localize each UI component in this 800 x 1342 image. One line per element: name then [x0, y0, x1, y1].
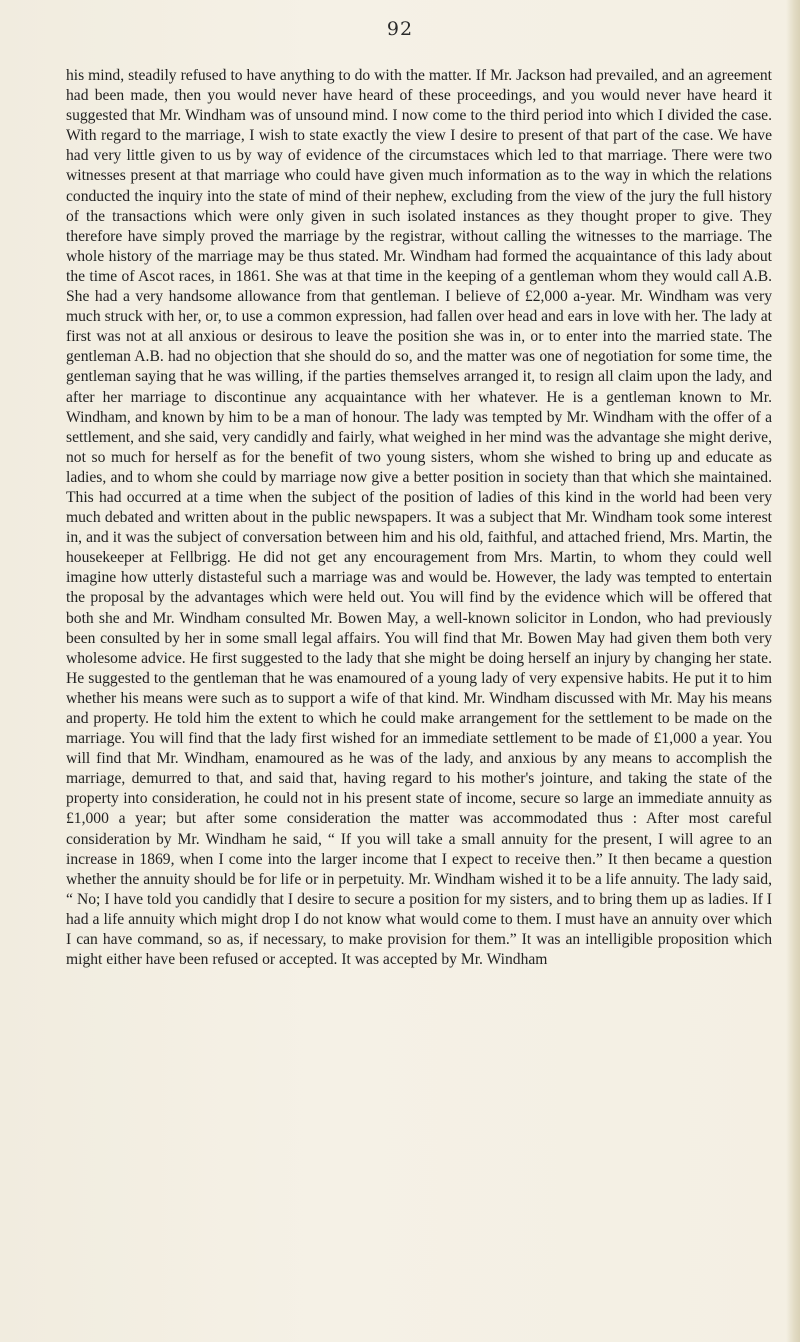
page-number: 92: [386, 18, 414, 40]
page-edge-shadow: [786, 0, 800, 1342]
body-paragraph: his mind, steadily refused to have anything to do with the matter. If Mr. Jackson had prevailed, and an agreement had been made, then you would never have heard of these proceedings, and you would never have heard it suggested that Mr. Windham was of unsound mind. I now come to the third period into which I divided the case. With regard to the marriage, I wish to state exactly the view I desire to present of that part of the case. We have had very little given to us by way of evidence of the circumstaces which led to that marriage. There were two witnesses present at that marriage who could have given much information as to the way in which the relations conducted the inquiry into the state of mind of their nephew, excluding from the view of the jury the full history of the transactions which were only given in such isolated instances as they thought proper to give. They therefore have simply proved the marriage by the registrar, without calling the witnesses to the marriage. The whole history of the marriage may be thus stated. Mr. Windham had formed the acquaintance of this lady about the time of Ascot races, in 1861. She was at that time in the keeping of a gentleman whom they would call A.B. She had a very handsome allowance from that gentleman. I believe of £2,000 a-year. Mr. Windham was very much struck with her, or, to use a common expression, had fallen over head and ears in love with her. The lady at first was not at all anxious or desirous to leave the position she was in, or to enter into the married state. The gentleman A.B. had no objection that she should do so, and the matter was one of negotiation for some time, the gentleman saying that he was willing, if the parties themselves arranged it, to resign all claim upon the lady, and after her marriage to discontinue any acquaintance with her whatever. He is a gentleman known to Mr. Windham, and known by him to be a man of honour. The lady was tempted by Mr. Windham with the offer of a settlement, and she said, very candidly and fairly, what weighed in her mind was the advantage she might derive, not so much for herself as for the benefit of two young sisters, whom she wished to bring up and educate as ladies, and to whom she could by marriage now give a better position in society than that which she maintained. This had occurred at a time when the subject of the position of ladies of this kind in the world had been very much debated and written about in the public newspapers. It was a subject that Mr. Windham took some interest in, and it was the subject of conversation between him and his old, faithful, and attached friend, Mrs. Martin, the housekeeper at Fellbrigg. He did not get any encouragement from Mrs. Martin, to whom they could well imagine how utterly distasteful such a marriage was and would be. However, the lady was tempted to entertain the proposal by the advantages which were held out. You will find by the evidence which will be offered that both she and Mr. Windham consulted Mr. Bowen May, a well-known solicitor in London, who had previously been consulted by her in some small legal affairs. You will find that Mr. Bowen May had given them both very wholesome advice. He first suggested to the lady that she might be doing herself an injury by changing her state. He suggested to the gentleman that he was enamoured of a young lady of very expensive habits. He put it to him whether his means were such as to support a wife of that kind. Mr. Windham discussed with Mr. May his means and property. He told him the extent to which he could make arrangement for the settlement to be made on the marriage. You will find that the lady first wished for an immediate settlement to be made of £1,000 a year. You will find that Mr. Windham, enamoured as he was of the lady, and anxious by any means to accomplish the marriage, demurred to that, and said that, having regard to his mother's jointure, and taking the state of the property into consideration, he could not in his present state of income, secure so large an immediate annuity as £1,000 a year; but after some consideration the matter was accommodated thus : After most careful consideration by Mr. Windham he said, “ If you will take a small annuity for the present, I will agree to an increase in 1869, when I come into the larger income that I expect to receive then.” It then became a question whether the annuity should be for life or in perpetuity. Mr. Windham wished it to be a life annuity. The lady said, “ No; I have told you candidly that I desire to secure a position for my sisters, and to bring them up as ladies. If I had a life annuity which might drop I do not know what would come to them. I must have an annuity over which I can have command, so as, if necessary, to make provision for them.” It was an intelligible proposition which might either have been refused or accepted. It was accepted by Mr. Windham: [66, 67, 772, 969]
